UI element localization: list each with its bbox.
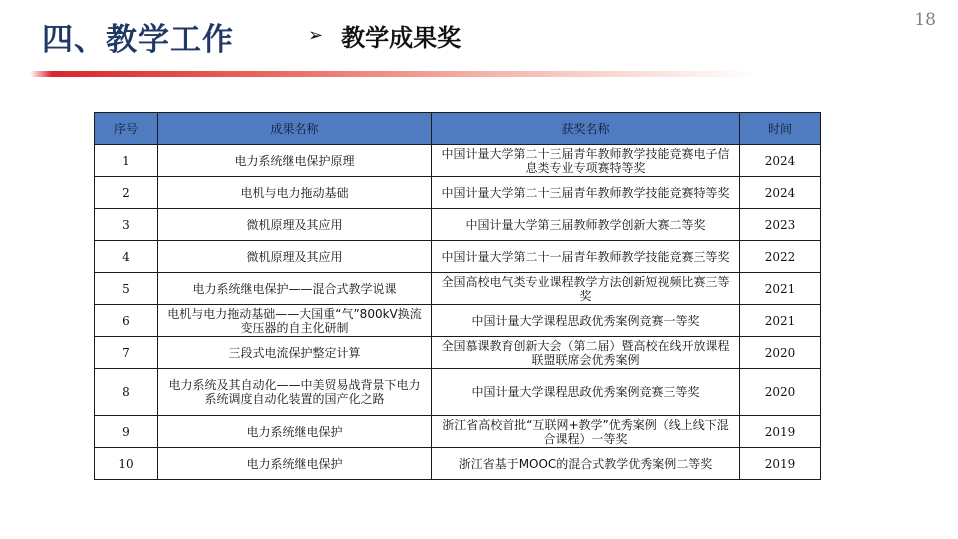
arrow-bullet-icon: ➢ (308, 24, 324, 46)
row-achievement-name: 电力系统继电保护——混合式教学说课 (158, 273, 432, 305)
column-header-name: 成果名称 (158, 113, 432, 145)
row-year: 2024 (740, 177, 821, 209)
row-award-name: 中国计量大学第三届教师教学创新大赛二等奖 (432, 209, 740, 241)
row-year: 2022 (740, 241, 821, 273)
row-index: 1 (95, 145, 158, 177)
table-row (95, 305, 821, 337)
table-header-row (95, 113, 821, 145)
row-award-name: 中国计量大学课程思政优秀案例竞赛一等奖 (432, 305, 740, 337)
row-award-name: 浙江省基于MOOC的混合式教学优秀案例二等奖 (432, 448, 740, 480)
row-achievement-name: 电力系统继电保护原理 (158, 145, 432, 177)
column-header-award: 获奖名称 (432, 113, 740, 145)
row-achievement-name: 电力系统继电保护 (158, 448, 432, 480)
awards-table (94, 112, 821, 480)
slide-title: 四、教学工作 (42, 22, 234, 58)
table-row (95, 337, 821, 369)
row-index: 10 (95, 448, 158, 480)
row-year: 2021 (740, 273, 821, 305)
row-index: 5 (95, 273, 158, 305)
title-underline-divider (30, 71, 758, 77)
row-award-name: 浙江省高校首批“互联网+教学”优秀案例（线上线下混合课程）一等奖 (432, 416, 740, 448)
row-index: 2 (95, 177, 158, 209)
row-award-name: 中国计量大学课程思政优秀案例竞赛三等奖 (432, 369, 740, 416)
row-award-name: 中国计量大学第二十三届青年教师教学技能竞赛特等奖 (432, 177, 740, 209)
row-year: 2021 (740, 305, 821, 337)
row-year: 2024 (740, 145, 821, 177)
table-row (95, 145, 821, 177)
row-award-name: 全国高校电气类专业课程教学方法创新短视频比赛三等奖 (432, 273, 740, 305)
table-row (95, 416, 821, 448)
section-title: 教学成果奖 (341, 24, 462, 52)
row-index: 8 (95, 369, 158, 416)
row-achievement-name: 微机原理及其应用 (158, 209, 432, 241)
section-heading (308, 18, 461, 53)
row-achievement-name: 电机与电力拖动基础 (158, 177, 432, 209)
column-header-year: 时间 (740, 113, 821, 145)
table-row (95, 369, 821, 416)
row-award-name: 中国计量大学第二十一届青年教师教学技能竞赛三等奖 (432, 241, 740, 273)
row-achievement-name: 微机原理及其应用 (158, 241, 432, 273)
row-achievement-name: 电机与电力拖动基础——大国重“气”800kV换流变压器的自主化研制 (158, 305, 432, 337)
row-index: 3 (95, 209, 158, 241)
row-index: 6 (95, 305, 158, 337)
page-number: 18 (914, 10, 936, 30)
table-row (95, 448, 821, 480)
row-year: 2020 (740, 337, 821, 369)
table-row (95, 209, 821, 241)
row-year: 2020 (740, 369, 821, 416)
row-index: 7 (95, 337, 158, 369)
row-year: 2019 (740, 416, 821, 448)
table-row (95, 273, 821, 305)
row-year: 2019 (740, 448, 821, 480)
row-year: 2023 (740, 209, 821, 241)
column-header-index: 序号 (95, 113, 158, 145)
row-index: 9 (95, 416, 158, 448)
row-index: 4 (95, 241, 158, 273)
row-award-name: 中国计量大学第二十三届青年教师教学技能竞赛电子信息类专业专项赛特等奖 (432, 145, 740, 177)
row-achievement-name: 电力系统继电保护 (158, 416, 432, 448)
table-row (95, 241, 821, 273)
table-row (95, 177, 821, 209)
row-achievement-name: 电力系统及其自动化——中美贸易战背景下电力系统调度自动化装置的国产化之路 (158, 369, 432, 416)
row-award-name: 全国慕课教育创新大会（第二届）暨高校在线开放课程联盟联席会优秀案例 (432, 337, 740, 369)
row-achievement-name: 三段式电流保护整定计算 (158, 337, 432, 369)
